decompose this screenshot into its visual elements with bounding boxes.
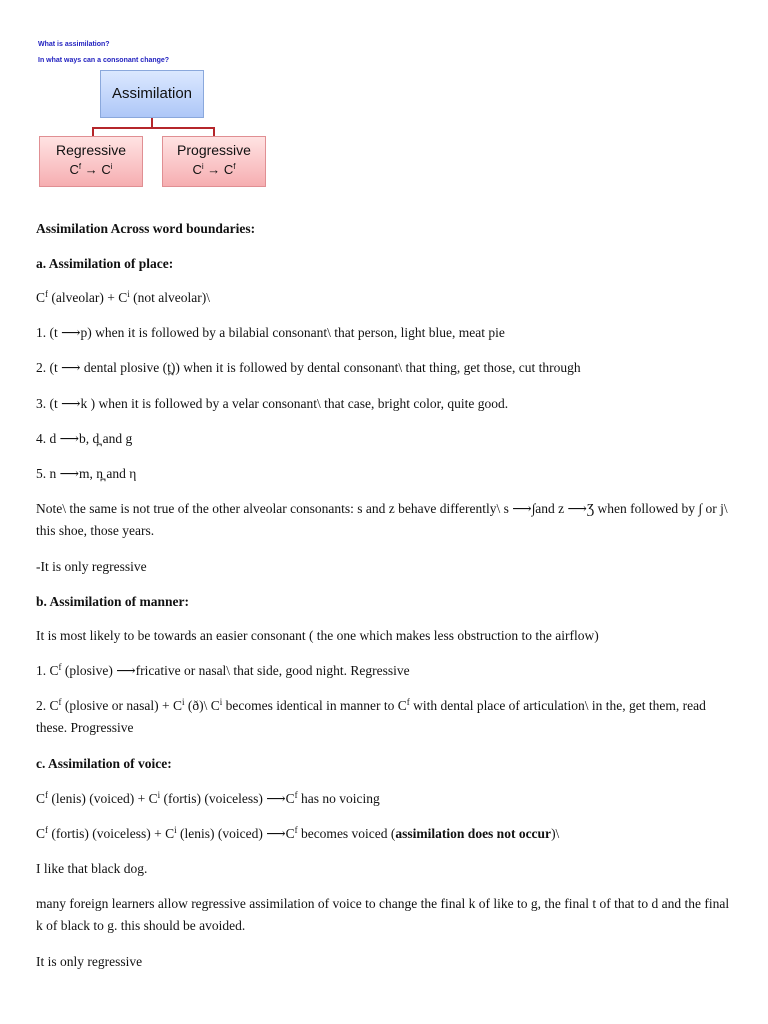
voice-line-2: $C^f$ (fortis) (voiceless) + $C^i$ (lenis) (voiced) $⟶C^f$ becomes voiced (assimilation does not occur)\ — [36, 825, 560, 841]
manner-item-2: 2. $C^f$ (plosive or nasal) + $C^i$ (ð)\ $C^i$ becomes identical in manner to $C^f$ with dental place of articulation\ in the, get them, read these. Progressive — [36, 697, 706, 735]
place-item-5: 5. n ⟶m, n̪ and η — [36, 466, 137, 481]
regressive-label: Regressive — [55, 142, 127, 158]
place-item-2: 2. (t ⟶ dental plosive (t̪)) when it is followed by dental consonant\ that thing, get those, cut through — [36, 360, 581, 375]
diagram-progressive-box — [162, 136, 266, 187]
place-formula: $C^f$ (alveolar) + $C^i$ (not alveolar)\ — [36, 289, 210, 305]
connector-horizontal — [92, 127, 214, 129]
manner-item-1: 1. $C^f$ (plosive) ⟶fricative or nasal\ that side, good night. Regressive — [36, 662, 410, 678]
voice-title: c. Assimilation of voice: — [36, 756, 172, 771]
diagram-root-label: Assimilation — [111, 85, 193, 102]
voice-example: I like that black dog. — [36, 861, 148, 876]
diagram-root-box — [100, 70, 204, 118]
diagram-regressive-box — [39, 136, 143, 187]
section-heading: Assimilation Across word boundaries: — [36, 221, 256, 236]
place-title: a. Assimilation of place: — [36, 256, 174, 271]
connector-right-drop — [213, 127, 215, 136]
voice-explanation: many foreign learners allow regressive assimilation of voice to change the final k of like to g, the final t of that to d and the final k of black to g. this should be avoided. — [36, 896, 730, 933]
manner-title: b. Assimilation of manner: — [36, 594, 190, 609]
place-note: Note\ the same is not true of the other alveolar consonants: s and z behave differently\ s ⟶∫and z ⟶Ʒ when followed by ∫ or j\ this shoe, those years. — [36, 501, 728, 538]
question-consonant-change: In what ways can a consonant change? — [38, 57, 170, 64]
progressive-label: Progressive — [177, 142, 251, 158]
progressive-formula: $C^i \to C^f$ — [192, 162, 236, 177]
manner-intro: It is most likely to be towards an easier consonant ( the one which makes less obstruction to the airflow) — [36, 628, 599, 643]
voice-line-1: $C^f$ (lenis) (voiced) + $C^i$ (fortis) (voiceless) $⟶C^f$ has no voicing — [36, 790, 380, 806]
voice-only-regressive: It is only regressive — [36, 954, 143, 969]
place-item-4: 4. d ⟶b, d̪ and g — [36, 431, 133, 446]
place-item-1: 1. (t ⟶p) when it is followed by a bilabial consonant\ that person, light blue, meat pie — [36, 325, 505, 340]
connector-left-drop — [92, 127, 94, 136]
place-item-3: 3. (t ⟶k ) when it is followed by a velar consonant\ that case, bright color, quite good. — [36, 396, 509, 411]
regressive-formula: $C^f \to C^i$ — [69, 162, 113, 177]
place-only-regressive: -It is only regressive — [36, 559, 147, 574]
question-assimilation: What is assimilation? — [38, 41, 110, 48]
